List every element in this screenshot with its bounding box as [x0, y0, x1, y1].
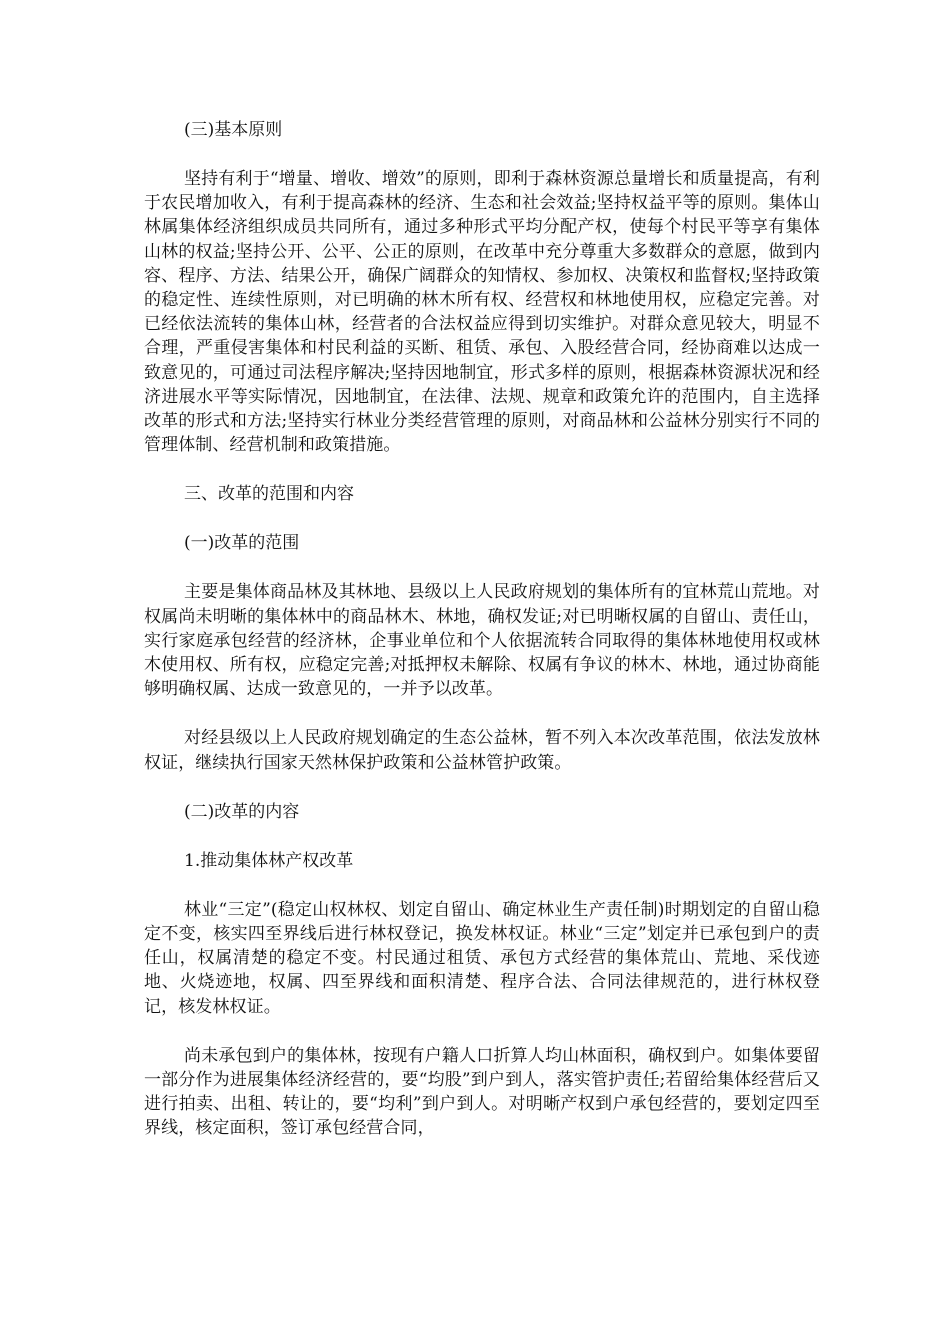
subsection-heading-reform-scope: (一)改革的范围 [184, 533, 300, 554]
paragraph-scope-main: 主要是集体商品林及其林地、县级以上人民政府规划的集体所有的宜林荒山荒地。对权属尚未明晰的集体林中的商品林木、林地，确权发证;对已明晰权属的自留山、责任山，实行家庭承包经营的经济林，企事业单位和个人依据流转合同取得的集体林地使用权或林木使用权、所有权，应稳定完善;对抵押权未解除、权属有争议的林木、林地，通过协商能够明确权属、达成一致意见的，一并予以改革。 [144, 582, 820, 700]
document-page [144, 118, 820, 1166]
paragraph-scope-ecological: 对经县级以上人民政府规划确定的生态公益林，暂不列入本次改革范围，依法发放林权证，继续执行国家天然林保护政策和公益林管护政策。 [144, 728, 820, 773]
paragraph-uncontracted-forest: 尚未承包到户的集体林，按现有户籍人口折算人均山林面积，确权到户。如集体要留一部分作为进展集体经济经营的，要“均股”到户到人，落实管护责任;若留给集体经营后又进行拍卖、出租、转让的，要“均利”到户到人。对明晰产权到户承包经营的，要划定四至界线，核定面积，签订承包经营合同， [144, 1045, 820, 1139]
section-heading-reform-scope-content: 三、改革的范围和内容 [184, 484, 354, 505]
section-heading-basic-principles: (三)基本原则 [184, 120, 283, 140]
item-heading-property-reform: 1.推动集体林产权改革 [184, 850, 354, 871]
paragraph-three-determinations: 林业“三定”(稳定山权林权、划定自留山、确定林业生产责任制)时期划定的自留山稳定不变，核实四至界线后进行林权登记，换发林权证。林业“三定”划定并已承包到户的责任山，权属清楚的稳定不变。村民通过租赁、承包方式经营的集体荒山、荒地、采伐迹地、火烧迹地，权属、四至界线和面积清楚、程序合法、合同法律规范的，进行林权登记，核发林权证。 [144, 899, 820, 1017]
paragraph-principles: 坚持有利于“增量、增收、增效”的原则，即利于森林资源总量增长和质量提高，有利于农民增加收入，有利于提高森林的经济、生态和社会效益;坚持权益平等的原则。集体山林属集体经济组织成员共同所有，通过多种形式平均分配产权，使每个村民平等享有集体山林的权益;坚持公开、公平、公正的原则，在改革中充分尊重大多数群众的意愿，做到内容、程序、方法、结果公开，确保广阔群众的知情权、参加权、决策权和监督权;坚持政策的稳定性、连续性原则，对已明确的林木所有权、经营权和林地使用权，应稳定完善。对已经依法流转的集体山林，经营者的合法权益应得到切实维护。对群众意见较大，明显不合理，严重侵害集体和村民利益的买断、租赁、承包、入股经营合同，经协商难以达成一致意见的，可通过司法程序解决;坚持因地制宜，形式多样的原则，根据森林资源状况和经济进展水平等实际情况，因地制宜，在法律、法规、规章和政策允许的范围内，自主选择改革的形式和方法;坚持实行林业分类经营管理的原则，对商品林和公益林分别实行不同的管理体制、经营机制和政策措施。 [144, 169, 820, 456]
subsection-heading-reform-content: (二)改革的内容 [184, 801, 300, 822]
